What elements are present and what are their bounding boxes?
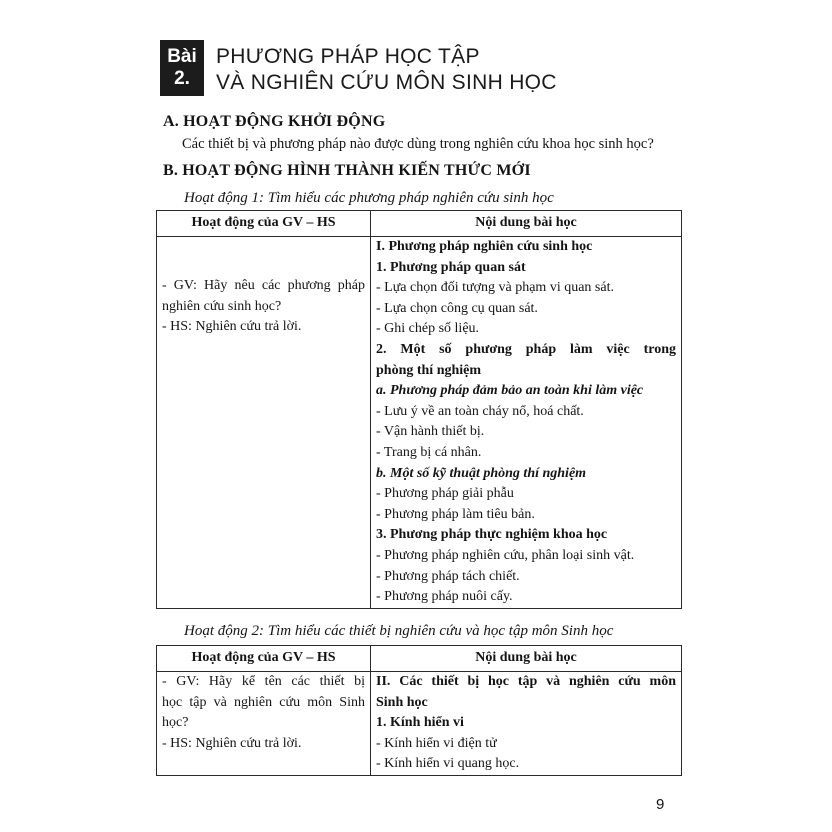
- content-line: - Lựa chọn công cụ quan sát.: [376, 300, 538, 316]
- content-line: 2. Một số phương pháp làm việc trong: [376, 341, 676, 357]
- section-b-heading: B. HOẠT ĐỘNG HÌNH THÀNH KIẾN THỨC MỚI: [163, 162, 531, 179]
- left-line: - HS: Nghiên cứu trả lời.: [162, 735, 302, 751]
- content-line: - Phương pháp nuôi cấy.: [376, 589, 513, 605]
- left-line: học?: [162, 715, 189, 731]
- content-line: - Kính hiển vi điện tử: [376, 735, 497, 751]
- teacher-student-cell: [157, 237, 371, 609]
- content-line: 3. Phương pháp thực nghiệm khoa học: [376, 527, 608, 543]
- content-line: I. Phương pháp nghiên cứu sinh học: [376, 239, 593, 254]
- left-line: học tập và nghiên cứu môn Sinh: [162, 694, 365, 710]
- lesson-title-line-2: VÀ NGHIÊN CỨU MÔN SINH HỌC: [216, 71, 557, 94]
- lesson-badge-word: Bài: [167, 46, 197, 67]
- content-line: - Kính hiển vi quang học.: [376, 756, 520, 772]
- content-line: - Phương pháp tách chiết.: [376, 568, 520, 584]
- content-line: - Vận hành thiết bị.: [376, 424, 485, 440]
- activity-1-table: [156, 210, 682, 609]
- content-line: - Phương pháp nghiên cứu, phân loại sinh vật.: [376, 547, 635, 563]
- lesson-badge-number: 2.: [174, 68, 190, 89]
- content-line: b. Một số kỹ thuật phòng thí nghiệm: [376, 465, 587, 481]
- lesson-content-cell: [371, 672, 682, 776]
- left-line: - GV: Hãy nêu các phương pháp: [162, 278, 365, 293]
- header-teacher-student: Hoạt động của GV – HS: [157, 211, 371, 237]
- page-number: 9: [656, 796, 665, 813]
- content-line: Sinh học: [376, 694, 428, 710]
- table-row: [157, 237, 682, 609]
- content-line: 1. Phương pháp quan sát: [376, 259, 526, 275]
- left-line: nghiên cứu sinh học?: [162, 298, 282, 314]
- header-teacher-student: Hoạt động của GV – HS: [157, 646, 371, 672]
- content-line: - Ghi chép số liệu.: [376, 321, 480, 337]
- table-header-row: [157, 646, 682, 672]
- header-lesson-content: Nội dung bài học: [371, 211, 682, 237]
- left-line: - HS: Nghiên cứu trả lời.: [162, 319, 302, 335]
- content-line: phòng thí nghiệm: [376, 362, 482, 378]
- activity-2-caption: Hoạt động 2: Tìm hiểu các thiết bị nghiên cứu và học tập môn Sinh học: [184, 623, 614, 639]
- table-header-row: [157, 211, 682, 237]
- activity-1-caption: Hoạt động 1: Tìm hiểu các phương pháp nghiên cứu sinh học: [184, 190, 554, 206]
- lesson-badge: [160, 40, 204, 96]
- lesson-title: [216, 44, 557, 96]
- content-line: - Phương pháp giải phẫu: [376, 486, 514, 502]
- header-lesson-content: Nội dung bài học: [371, 646, 682, 672]
- lesson-content-cell: [371, 237, 682, 609]
- content-line: - Trang bị cá nhân.: [376, 444, 482, 460]
- content-line: - Phương pháp làm tiêu bản.: [376, 506, 535, 522]
- activity-2-table: [156, 645, 682, 776]
- content-line: 1. Kính hiển vi: [376, 715, 464, 731]
- left-line: - GV: Hãy kể tên các thiết bị: [162, 674, 365, 689]
- intro-question: Các thiết bị và phương pháp nào được dùng trong nghiên cứu khoa học sinh học?: [182, 136, 654, 152]
- lesson-title-line-1: PHƯƠNG PHÁP HỌC TẬP: [216, 45, 480, 68]
- content-line: II. Các thiết bị học tập và nghiên cứu môn: [376, 674, 676, 689]
- teacher-student-cell: [157, 672, 371, 776]
- content-line: - Lựa chọn đối tượng và phạm vi quan sát.: [376, 280, 614, 296]
- content-line: a. Phương pháp đảm bảo an toàn khi làm việc: [376, 383, 644, 399]
- content-line: - Lưu ý về an toàn cháy nổ, hoá chất.: [376, 403, 584, 419]
- table-row: [157, 672, 682, 776]
- section-a-heading: A. HOẠT ĐỘNG KHỞI ĐỘNG: [163, 113, 386, 130]
